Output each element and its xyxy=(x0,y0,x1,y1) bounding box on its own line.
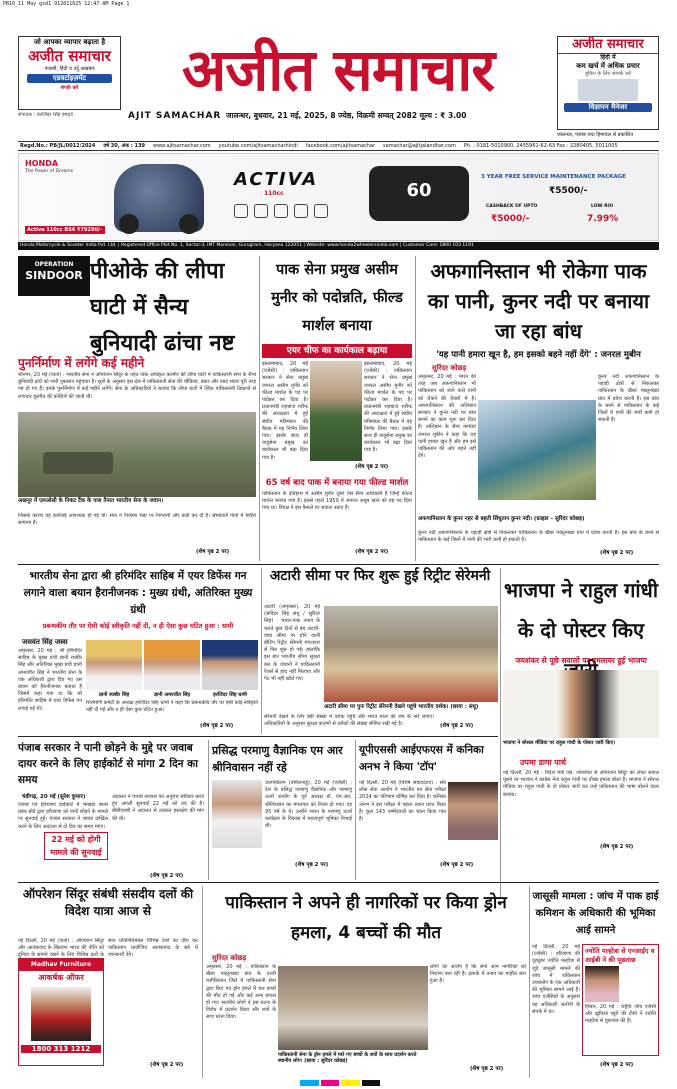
story2-body: इस्लामाबाद, 20 मई (एजेंसी) : पाकिस्तान सरकार ने सेना प्रमुख जनरल असीम मुनीर को फील्ड मार्शल के पद पर पदोन्नत कर दिया है। प्रधानमंत्री शहबाज शरीफ की अध्यक्षता में हुई संघीय मंत्रिमंडल की बैठक में यह निर्णय लिया गया। इसके साथ ही वायुसेना प्रमुख का कार्यकाल भी बढ़ा दिया गया है। xyxy=(262,361,308,461)
story3-body-col3: कुनर नदी अफगानिस्तान के पहाड़ी क्षेत्रों से निकलकर पाकिस्तान के खैबर पख्तूनख्वा प्रांत में प्रवेश करती है। इस बांध के बनने से पाकिस्तान के कई जिलों में पानी की भारी कमी हो सकती है। xyxy=(598,374,659,424)
srinivasan-photo xyxy=(212,780,262,848)
masthead-right-ad xyxy=(557,36,659,130)
feature-icon xyxy=(314,204,328,218)
story6-headline[interactable]: भाजपा ने राहुल गांधी के दो पोस्टर किए xyxy=(503,578,659,642)
story1-continue[interactable]: (शेष पृष्ठ 2 पर) xyxy=(196,549,230,555)
black-swatch xyxy=(362,1080,381,1086)
masthead-title: अजीत समाचार xyxy=(181,36,495,104)
story6-continue[interactable]: (शेष पृष्ठ 2 पर) xyxy=(600,844,634,850)
model-sub: 110cc xyxy=(264,190,284,197)
story9-headline[interactable]: यूपीएससी आईएफएस में कनिका अनभ ने किया 'टॉप' xyxy=(359,744,484,773)
magenta-swatch xyxy=(321,1080,340,1086)
giani-amarjit-photo xyxy=(144,640,200,690)
giani-raghbir-photo xyxy=(86,640,142,690)
story11-headline[interactable]: पाकिस्तान ने अपने ही नागरिकों पर किया ड्रोन हमला, 4 बच्चों की मौत xyxy=(225,893,507,943)
column-divider xyxy=(415,256,416,561)
section-rule xyxy=(18,882,659,883)
tank-shape xyxy=(43,452,113,474)
story12-body: नई दिल्ली, 20 मई (एजेंसी) : हरियाणा की यूट्यूबर ज्योति मल्होत्रा से जुड़े जासूसी मामले की जांच में पाकिस्तान उच्चायोग के एक अधिकारी की भूमिका सामने आई है। जांच एजेंसियों के अनुसार यह अधिकारी आरोपी के संपर्क में था। xyxy=(532,944,580,1015)
column-divider xyxy=(202,886,203,1078)
facebook-link[interactable]: facebook.com/ajitsamachar xyxy=(305,142,376,149)
column-divider xyxy=(500,568,501,898)
story6-byline: उपमा डागा पार्थ xyxy=(520,758,567,767)
story4-body2: शिरोमणि कमेटी के अध्यक्ष हरजिंदर सिंह धामी ने कहा कि प्रबन्धकीय तौर पर ऐसी कोई स्वीकृति नहीं दी गई और न ही ऐसा कुछ घटित हुआ। xyxy=(86,700,258,714)
story10-body: नई दिल्ली, 20 मई (वार्ता) : ऑपरेशन सिंदूर और आतंकवाद के खिलाफ भारत की नीति को दुनिया के सामने रखने के लिए विभिन्न दलों के xyxy=(18,938,104,958)
print-slug: PB10_11 May gsd1 912011025 12:47 AM Page 1 xyxy=(3,1,130,7)
masthead-editor: संपादक : बरजिंदर सिंह हमदर्द xyxy=(18,112,73,118)
model-name: ACTIVA xyxy=(234,169,319,190)
story11-byline: सुरिंदर कोछड़ xyxy=(212,954,247,962)
masthead-left-ad xyxy=(18,36,121,110)
phone-numbers: Ph. : 0181-5010900, 2455961-62-63 Fax : 2280405, 5011005 xyxy=(463,142,618,149)
left-ad-sub: पंजाबी, हिंदी व उर्दू अखबार xyxy=(44,65,95,72)
speed-readout: 60 xyxy=(406,180,432,201)
column-divider xyxy=(259,256,260,561)
story2-sub-body: पाकिस्तान के इतिहास में असीम मुनीर दूसरे ऐसे सैन्य अधिकारी हैं जिन्हें फील्ड मार्शल बनाया गया है। इससे पहले 1959 में जनरल अयूब खान को यह पद दिया गया था। विपक्ष ने इस फैसले पर सवाल उठाए हैं। xyxy=(262,491,412,512)
drone-protest-photo xyxy=(278,966,428,1050)
left-ad-agency: एडवर्टाइज़मेंट xyxy=(27,74,112,83)
right-ad-brand: अजीत समाचार xyxy=(558,37,658,54)
right-ad-line1: हिंदी में xyxy=(600,54,616,62)
story3-byline: सुरिंदर कोछड़ xyxy=(432,364,467,372)
story10-body2: सात प्रतिनिधिमंडल विभिन्न देशों का दौरा कर पाकिस्तान प्रायोजित आतंकवाद के बारे में जानकारी देंगे। xyxy=(108,938,198,959)
volume-number: वर्ष 30, अंक : 139 xyxy=(103,142,145,149)
story5-body: अटारी (अमृतसर), 20 मई (सविंदर सिंह संधू / सुरिंदर सिंह) : भारत-पाक तनाव के चलते कुछ दिनों से बंद अटारी-वाघा सीमा पर होने वाली बीटिंग रिट्रीट सेरेमनी मंगलवार से फिर शुरू हो गई। हालांकि इस बार भारतीय सीमा सुरक्षा बल के जवानों ने पाकिस्तानी रेंजर्स से हाथ नहीं मिलाया और गेट भी नहीं खोले गए। xyxy=(264,604,320,683)
price-box: Activa 110cc BS6 ₹79290/- xyxy=(25,226,105,234)
story12-headline[interactable]: जासूसी मामला : जांच में पाक हाई कमिशन के अधिकारी की भूमिका आई सामने xyxy=(532,891,659,936)
story11-body: अमृतसर, 20 मई : पाकिस्तान के खैबर पख्तूनख्वा प्रांत के उत्तरी वजीरिस्तान जिले में पाकिस्तानी सेना द्वारा किए गए ड्रोन हमले में चार बच्चों की मौत हो गई और कई अन्य घायल हो गए। स्थानीय लोगों ने इस घटना के विरोध में प्रदर्शन किया और शवों के साथ धरना दिया। xyxy=(206,964,276,1021)
story1-subhead: पुनर्निर्माण में लगेंगे कई महीने xyxy=(18,356,145,370)
kunar-river-photo xyxy=(478,400,596,500)
story4-body: अमृतसर, 20 मई : श्री हरिमंदिर साहिब के मुख्य ग्रंथी ज्ञानी रघबीर सिंह और अतिरिक्त मुख्य ग्रंथी ज्ञानी अमरजीत सिंह ने भारतीय सेना के एक अधिकारी द्वारा दिए गए उस बयान को हैरानीजनक बताया है जिसमें कहा गया था कि श्री हरिमंदिर साहिब में एयर डिफेंस गन लगाई गई थी। xyxy=(18,648,82,712)
cashback-label: CASHBACK OF UPTO xyxy=(486,204,538,209)
story3-headline[interactable]: अफगानिस्तान भी रोकेगा पाक का पानी, कुनर नदी पर बनाया जा रहा बांध xyxy=(427,259,650,343)
madhav-ad-line: आकर्षक ऑफर xyxy=(38,972,84,982)
warranty-value: ₹5500/- xyxy=(549,186,588,196)
dhami-photo xyxy=(202,640,258,690)
asim-munir-photo xyxy=(310,361,362,461)
story7-body: पंजाब एवं हरियाणा हाईकोर्ट में भाखड़ा ब्यास प्रबंध बोर्ड द्वारा हरियाणा को पानी छोड़ने के मामले पर सुनवाई हुई। पंजाब सरकार ने जवाब दाखिल करने के लिए अदालत से दो दिन का समय मांगा। xyxy=(18,802,108,830)
madhav-ad-brand: Madhav Furniture xyxy=(19,959,103,971)
jyoti-photo xyxy=(585,966,619,1002)
emi-label: LOW ROI xyxy=(591,204,614,209)
story2-sub-continue[interactable]: (शेष पृष्ठ 2 पर) xyxy=(355,549,389,555)
story1-caption: अखनूर में एलओसी के निकट टैंक के पास तैनात भारतीय सेना के जवान। xyxy=(18,498,164,504)
right-ad-footer: विज्ञापन मैनेजर xyxy=(564,103,652,112)
speedometer-display xyxy=(369,166,469,221)
story3-body: अमृतसर, 20 मई : भारत की तरह अब अफगानिस्तान भी पाकिस्तान को जाने वाले पानी को रोकने की तैयारी में है। अफगानिस्तान की तालिबान सरकार ने कुनर नदी पर बांध बनाने का काम शुरू कर दिया है। तालिबान के सैन्य कमांडर जनरल मुबीन ने कहा कि यह पानी हमारा खून है और हम इसे पाकिस्तान की ओर बहने नहीं देंगे। xyxy=(418,374,476,460)
regd-number: Regd.No.: PB/JL/0012/2024 xyxy=(20,142,96,149)
story4-byline: जसवंत सिंह जस्स xyxy=(22,638,68,646)
story6-caption: भाजपा ने सोशल मीडिया पर राहुल गांधी के पोस्टर जारी किए। xyxy=(503,740,616,746)
logo-bottom: SINDOOR xyxy=(25,268,83,282)
column-divider xyxy=(261,568,262,734)
honda-logo: HONDA xyxy=(25,159,59,168)
emi-value: 7.99% xyxy=(587,214,619,224)
story7-body2: अदालत ने पंजाब सरकार का अनुरोध स्वीकार करते हुए अगली सुनवाई 22 मई को तय की है। बीबीएमबी ने अदालत से तत्काल हस्तक्षेप की मांग की थी। xyxy=(112,794,204,822)
photo-name-1: ज्ञानी रघबीर सिंह xyxy=(98,692,130,698)
story3-caption: अफगानिस्तान के कुनर नहर से बहती सिंधुतान कुनर नदी। (फ़ाइल – सुरिंदर कोछड़) xyxy=(418,516,585,522)
feature-icon xyxy=(294,204,308,218)
story7-headline[interactable]: पंजाब सरकार ने पानी छोड़ने के मुद्दे पर जवाब दायर करने के लिए हाईकोर्ट से मांगा 2 दिन का समय xyxy=(18,742,198,786)
color-registration-strip xyxy=(300,1080,380,1086)
story8-body: उधगमंडलम (तमिलनाडु), 20 मई (एजेंसी) : देश के प्रसिद्ध परमाणु वैज्ञानिक और परमाणु ऊर्जा आयोग के पूर्व अध्यक्ष डॉ. एम.आर. श्रीनिवासन का मंगलवार को निधन हो गया। वह 95 वर्ष के थे। उन्होंने भारत के परमाणु ऊर्जा कार्यक्रम के विकास में महत्वपूर्ण भूमिका निभाई थी। xyxy=(265,780,352,830)
photo-name-2: ज्ञानी अमरजीत सिंह xyxy=(153,692,191,698)
kanika-photo xyxy=(448,782,498,840)
masthead-info-bar xyxy=(18,141,659,151)
story2-subhead: एयर चीफ का कार्यकाल बढ़ाया xyxy=(262,344,412,358)
story9-body: नई दिल्ली, 20 मई (विशेष संवाददाता) : संघ लोक सेवा आयोग ने भारतीय वन सेवा परीक्षा 2024 का परिणाम घोषित कर दिया है। कनिका अनभ ने इस परीक्षा में पहला स्थान प्राप्त किया है। कुल 143 उम्मीदवारों का चयन किया गया है। xyxy=(359,780,446,823)
madhav-ad-photo xyxy=(31,987,91,1041)
story1-body2: जिसके कारण यह कार्रवाई आवश्यक हो गई थी। सेना ने नियंत्रण रेखा पर निगरानी और कड़ी कर दी है। सीमावर्ती गांवों में स्थिति सामान्य है। xyxy=(18,513,256,527)
story3-continue[interactable]: (शेष पृष्ठ 2 पर) xyxy=(600,550,634,556)
story10-headline[interactable]: ऑपरेशन सिंदूर संबंधी संसदीय दलों की विदेश यात्रा आज से xyxy=(22,887,194,918)
youtube-link[interactable]: youtube.com/ajitsamacharhindi xyxy=(218,142,298,149)
email-link[interactable]: samachar@ajitjalandhar.com xyxy=(383,142,456,149)
story4-headline[interactable]: भारतीय सेना द्वारा श्री हरिमंदिर साहिब में एयर डिफेंस गन लगाने वाला बयान हैरानीजनक : मुख्य ग्रंथी, अतिरिक्त मुख्य ग्रंथी xyxy=(23,570,253,616)
story5-headline[interactable]: अटारी सीमा पर फिर शुरू हुई रिट्रीट सेरेमनी xyxy=(269,568,491,584)
story12-box xyxy=(582,944,659,1056)
photo-name-3: हरजिंदर सिंह धामी xyxy=(213,692,247,698)
scooter-wheel-icon xyxy=(119,214,139,234)
story12-continue[interactable]: (शेष पृष्ठ 2 पर) xyxy=(600,1062,634,1068)
story4-subhead: प्रबन्धकीय तौर पर ऐसी कोई स्वीकृति नहीं दी, न ही ऐसा कुछ घटित हुआ : धामी xyxy=(42,622,234,630)
masthead-subtitle: AJIT SAMACHAR xyxy=(128,111,222,121)
story12-box-body: हिसार, 20 मई : राष्ट्रीय जांच एजेंसी और खुफिया ब्यूरो की टीमों ने ज्योति मल्होत्रा से पूछताछ की है। xyxy=(585,1004,656,1025)
story8-continue[interactable]: (शेष पृष्ठ 2 पर) xyxy=(295,862,329,868)
story5-continue[interactable]: (शेष पृष्ठ 2 पर) xyxy=(440,723,474,729)
section-rule xyxy=(18,736,498,737)
story1-body: श्रीनगर, 20 मई (वार्ता) : भारतीय सेना ने ऑपरेशन सिंदूर के तहत पाक अधिकृत कश्मीर की लीपा घाटी में पाकिस्तानी सेना के सैन्य बुनियादी ढांचे को भारी नुकसान पहुंचाया है। सूत्रों के अनुसार इस क्षेत्र में पाकिस्तानी सेना की चौकियां, बंकर और रसद भंडार पूरी तरह नष्ट हो गए हैं। इनके पुनर्निर्माण में कई महीने लगेंगे। सेना के अधिकारियों ने बताया कि लीपा घाटी में स्थित पाकिस्तानी ठिकानों से लगातार घुसपैठ की कोशिशें की जाती थीं। xyxy=(18,372,256,400)
yellow-swatch xyxy=(341,1080,360,1086)
story6-subhead: जयशंकर से पूछे सवालों पर हमलावर हुई भाजपा xyxy=(515,656,647,665)
story8-headline[interactable]: प्रसिद्ध परमाणु वैज्ञानिक एम आर श्रीनिवासन नहीं रहे xyxy=(212,744,343,774)
web-link[interactable]: www.ajitsamachar.com xyxy=(152,142,211,149)
feature-icon xyxy=(274,204,288,218)
warranty-text: 3 YEAR FREE SERVICE MAINTENANCE PACKAGE xyxy=(481,174,626,180)
story7-byline: चंडीगढ़, 20 मई (सुरेश कुमार) xyxy=(22,794,86,800)
story10-continue[interactable]: (शेष पृष्ठ 2 पर) xyxy=(150,1062,184,1068)
story3-body2: कुनर नदी अफगानिस्तान के पहाड़ी क्षेत्रों से निकलकर पाकिस्तान के खैबर पख्तूनख्वा प्रांत में प्रवेश करती है। इस बांध के बनने से पाकिस्तान के कई जिलों में पानी की भारी कमी हो सकती है। xyxy=(418,530,659,544)
feature-icon xyxy=(254,204,268,218)
story7-continue[interactable]: (शेष पृष्ठ 2 पर) xyxy=(150,873,184,879)
right-ad-photo xyxy=(578,79,638,101)
story7-box: 22 मई को होगी मामले की सुनवाई xyxy=(44,832,108,860)
story1-photo xyxy=(18,412,256,497)
story2-continue[interactable]: (शेष पृष्ठ 2 पर) xyxy=(355,464,389,470)
feature-icon xyxy=(234,204,248,218)
madhav-ad[interactable] xyxy=(18,958,104,1066)
ad-footer-strip: Honda Motorcycle & Scooter India Pvt. Ltd. | Registered Office Plot No. 1, Sector-3, IMT Manesar, Gurugram, Haryana 122051 | Website: www.honda2wheelersindia.com | Customer Care: 1800 103 1191 xyxy=(18,242,659,250)
honda-tagline: The Power of Dreams xyxy=(25,169,74,174)
section-rule xyxy=(18,564,659,565)
story1-headline[interactable]: पीओके की लीपा घाटी में सैन्य बुनियादी ढांचा नष्ट xyxy=(90,259,235,356)
left-ad-brand: अजीत समाचार xyxy=(28,46,111,65)
right-ad-line3: बुकिंग के लिए सम्पर्क करें xyxy=(585,70,631,77)
right-ad-line2: कम खर्च में अधिक प्रचार xyxy=(576,61,640,70)
column-divider xyxy=(208,740,209,880)
masthead-tagline: जालन्धर, पंजाब तथा हिमाचल से प्रकाशित xyxy=(557,132,634,138)
left-ad-footer: संपर्क करें xyxy=(60,84,79,91)
column-divider xyxy=(529,886,530,1078)
honda-ad-banner[interactable] xyxy=(18,153,659,241)
story11-continue[interactable]: (शेष पृष्ठ 2 पर) xyxy=(470,1066,504,1072)
story12-box-title: ज्योति मल्होत्रा से एनआईए व आईबी ने की पूछताछ xyxy=(585,947,655,964)
cyan-swatch xyxy=(300,1080,319,1086)
logo-top: OPERATION xyxy=(34,261,74,268)
left-ad-top: जो आपका व्यापार बढ़ाता है xyxy=(33,38,106,46)
story9-continue[interactable]: (शेष पृष्ठ 2 पर) xyxy=(440,862,474,868)
story2-headline[interactable]: पाक सेना प्रमुख असीम मुनीर को पदोन्नति, फील्ड मार्शल बनाया xyxy=(271,262,403,334)
attari-ceremony-photo xyxy=(324,606,498,702)
story11-body2: लोगों का आरोप है कि सेना आम नागरिकों को निशाना बना रही है। इलाके में तनाव का माहौल बना हुआ है। xyxy=(430,964,526,985)
operation-sindoor-logo xyxy=(18,256,90,296)
madhav-ad-phone: 1800 313 1212 xyxy=(21,1045,101,1054)
cashback-value: ₹5000/- xyxy=(491,214,530,224)
story2-sub-headline: 65 वर्ष बाद पाक में बनाया गया फील्ड मार्शल xyxy=(265,478,409,488)
story5-body2: सेरेमनी देखने के लिए बड़ी संख्या में दर्शक पहुंचे और भारत माता की जय के नारे लगाए। अधिकारियों के अनुसार सुरक्षा कारणों से दर्शकों की संख्या सीमित रखी गई है। xyxy=(264,714,434,728)
story3-quote: 'यह पानी हमारा खून है, हम इसको बहने नहीं देंगे' : जनरल मुबीन xyxy=(436,350,641,360)
story4-continue[interactable]: (शेष पृष्ठ 2 पर) xyxy=(200,723,234,729)
story2-body-col2: इस्लामाबाद, 20 मई (एजेंसी) : पाकिस्तान सरकार ने सेना प्रमुख जनरल असीम मुनीर को फील्ड मार्शल के पद पर पदोन्नत कर दिया है। प्रधानमंत्री शहबाज शरीफ की अध्यक्षता में हुई संघीय मंत्रिमंडल की बैठक में यह निर्णय लिया गया। इसके साथ ही वायुसेना प्रमुख का कार्यकाल भी बढ़ा दिया गया है। xyxy=(364,361,412,454)
story6-body: नई दिल्ली, 20 मई : विदेश मंत्री एस. जयशंकर से ऑपरेशन सिंदूर को लेकर सवाल पूछने पर भाजपा ने कांग्रेस नेता राहुल गांधी पर तीखा हमला बोला है। भाजपा ने सोशल मीडिया पर राहुल गांधी के दो पोस्टर जारी कर उन्हें पाकिस्तान की भाषा बोलने वाला बताया। xyxy=(503,770,659,798)
story5-caption: अटारी सीमा पर पुनः रिट्रीट सेरेमनी देखने पहुंचे भारतीय दर्शक। (छाया : संधू) xyxy=(324,704,479,710)
column-divider xyxy=(355,740,356,880)
rahul-poster-photo xyxy=(503,670,659,738)
scooter-wheel-icon xyxy=(179,214,199,234)
masthead-dateline: जालन्धर, बुधवार, 21 मई, 2025, 8 ज्येष्ठ, विक्रमी सम्वत् 2082 मूल्य : ₹ 3.00 xyxy=(226,111,467,120)
feature-icons xyxy=(234,204,374,224)
story11-caption: पाकिस्तानी सेना के ड्रोन हमले में मारे गए बच्चों के शवों के साथ प्रदर्शन करते स्थानीय लोग। (छाया : सुरिंदर कोछड़) xyxy=(278,1052,417,1065)
